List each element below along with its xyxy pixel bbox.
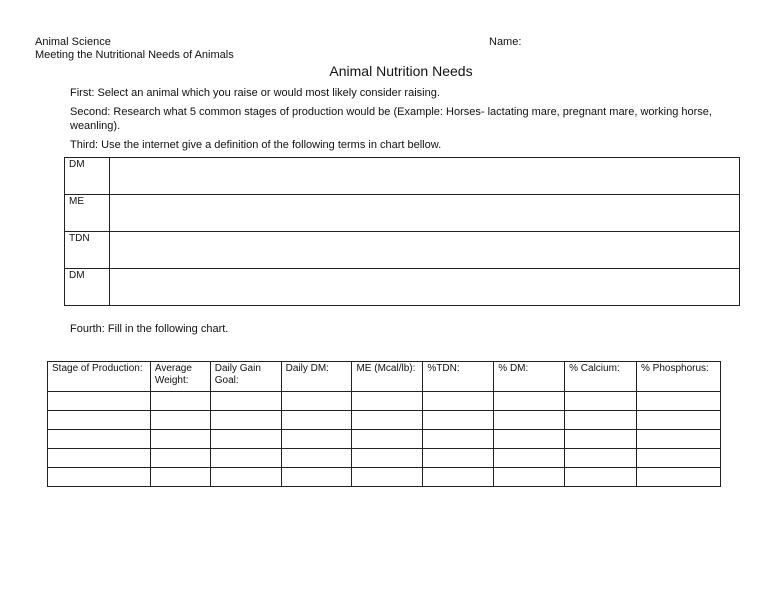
table-cell[interactable] (150, 430, 210, 449)
terms-definition-table (64, 157, 740, 306)
terms-row (65, 232, 740, 269)
table-row (48, 430, 721, 449)
unit-title: Meeting the Nutritional Needs of Animals (35, 49, 234, 61)
instruction-first: First: Select an animal which you raise or would most likely consider raising. (70, 87, 440, 99)
table-cell[interactable] (423, 411, 494, 430)
table-cell[interactable] (494, 430, 565, 449)
table-cell[interactable] (565, 468, 637, 487)
table-cell[interactable] (48, 392, 151, 411)
table-cell[interactable] (150, 411, 210, 430)
table-cell[interactable] (637, 411, 721, 430)
table-cell[interactable] (423, 468, 494, 487)
table-cell[interactable] (281, 468, 352, 487)
table-cell[interactable] (352, 411, 423, 430)
table-cell[interactable] (150, 449, 210, 468)
terms-row (65, 158, 740, 195)
table-cell[interactable] (352, 449, 423, 468)
table-cell[interactable] (565, 430, 637, 449)
terms-row (65, 269, 740, 306)
term-label: DM (65, 158, 110, 195)
table-cell[interactable] (423, 449, 494, 468)
instruction-third: Third: Use the internet give a definition of the following terms in chart bellow. (70, 139, 442, 151)
header-phosphorus: % Phosphorus: (637, 362, 721, 392)
term-definition-cell[interactable] (110, 158, 740, 195)
instruction-second: Second: Research what 5 common stages of production would be (Example: Horses- lactating mare, pregnant mare, working horse, weanling). (70, 106, 712, 132)
header-calcium: % Calcium: (565, 362, 637, 392)
table-cell[interactable] (352, 392, 423, 411)
table-cell[interactable] (210, 430, 281, 449)
table-cell[interactable] (494, 449, 565, 468)
header-tdn: %TDN: (423, 362, 494, 392)
term-label: TDN (65, 232, 110, 269)
table-cell[interactable] (637, 449, 721, 468)
table-cell[interactable] (281, 411, 352, 430)
table-cell[interactable] (281, 449, 352, 468)
table-cell[interactable] (150, 468, 210, 487)
production-table (47, 361, 721, 487)
table-cell[interactable] (352, 430, 423, 449)
table-row (48, 468, 721, 487)
table-cell[interactable] (352, 468, 423, 487)
table-row (48, 449, 721, 468)
term-label: DM (65, 269, 110, 306)
table-cell[interactable] (637, 392, 721, 411)
table-row (48, 411, 721, 430)
table-cell[interactable] (48, 449, 151, 468)
table-cell[interactable] (423, 430, 494, 449)
page-title: Animal Nutrition Needs (329, 63, 473, 79)
table-cell[interactable] (637, 468, 721, 487)
table-cell[interactable] (565, 411, 637, 430)
header-dm: % DM: (494, 362, 565, 392)
production-header-row (48, 362, 721, 392)
table-cell[interactable] (423, 392, 494, 411)
term-definition-cell[interactable] (110, 269, 740, 306)
table-cell[interactable] (210, 411, 281, 430)
table-cell[interactable] (48, 468, 151, 487)
table-cell[interactable] (210, 392, 281, 411)
course-title: Animal Science (35, 36, 111, 48)
term-definition-cell[interactable] (110, 232, 740, 269)
term-label: ME (65, 195, 110, 232)
table-cell[interactable] (565, 392, 637, 411)
table-cell[interactable] (210, 468, 281, 487)
table-cell[interactable] (494, 468, 565, 487)
term-definition-cell[interactable] (110, 195, 740, 232)
table-cell[interactable] (48, 411, 151, 430)
header-daily-gain: Daily Gain Goal: (210, 362, 281, 392)
table-cell[interactable] (494, 392, 565, 411)
table-cell[interactable] (210, 449, 281, 468)
header-me: ME (Mcal/lb): (352, 362, 423, 392)
table-cell[interactable] (494, 411, 565, 430)
table-cell[interactable] (48, 430, 151, 449)
table-row (48, 392, 721, 411)
table-cell[interactable] (281, 392, 352, 411)
table-cell[interactable] (565, 449, 637, 468)
instruction-fourth: Fourth: Fill in the following chart. (70, 323, 229, 335)
header-daily-dm: Daily DM: (281, 362, 352, 392)
table-cell[interactable] (150, 392, 210, 411)
table-cell[interactable] (281, 430, 352, 449)
header-stage: Stage of Production: (48, 362, 151, 392)
terms-row (65, 195, 740, 232)
table-cell[interactable] (637, 430, 721, 449)
header-weight: Average Weight: (150, 362, 210, 392)
name-label: Name: (489, 36, 522, 48)
